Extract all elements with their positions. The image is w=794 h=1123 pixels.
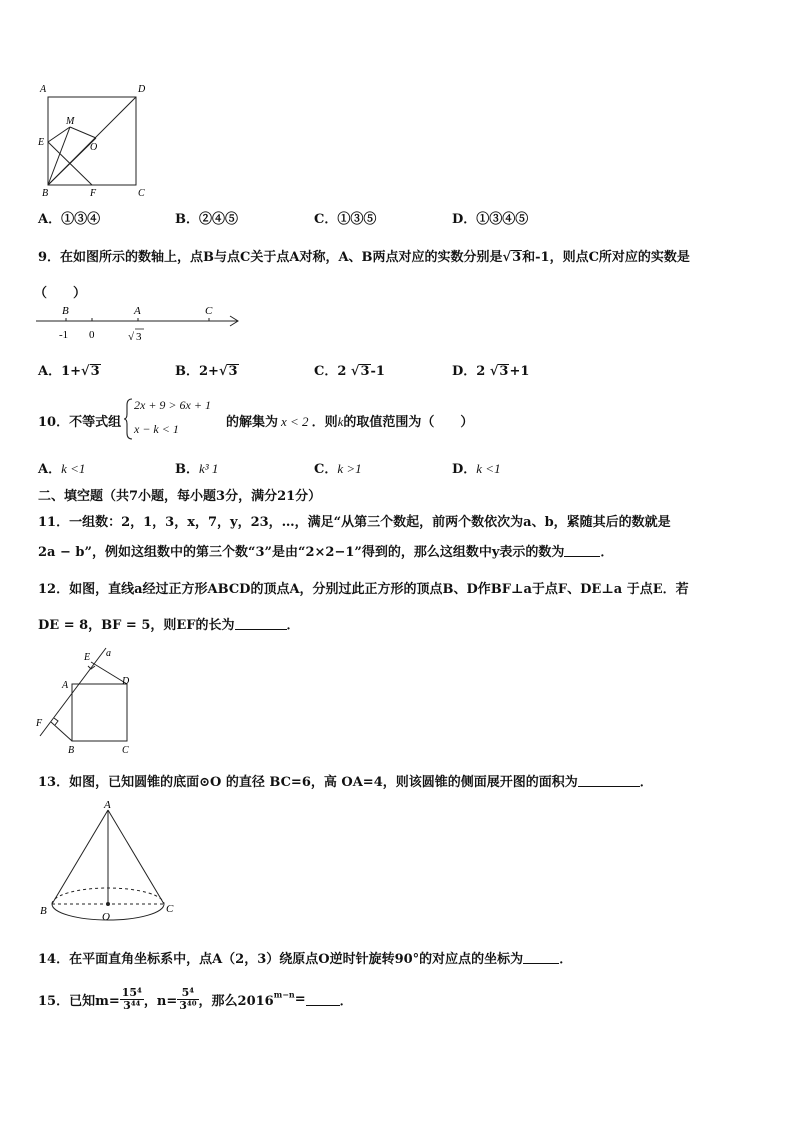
fig12-label-a: a [106, 648, 111, 659]
fig12-label-A: A [62, 680, 69, 691]
fig13-label-O: O [102, 911, 110, 923]
q15-answer-blank[interactable] [306, 993, 340, 1006]
q9-sqrt-value: 3 [512, 250, 522, 265]
q10-brace-icon [124, 398, 134, 440]
q10-number: 10．不等式组 [38, 415, 122, 430]
figure-q12-square [34, 642, 144, 758]
fig8-label-B: B [42, 188, 49, 198]
q14-answer-blank[interactable] [523, 951, 559, 964]
figure-q13-cone [34, 796, 184, 926]
axis-tick-sqrt-symbol: √ [128, 331, 135, 343]
q8-option-d: D．①③④⑤ [452, 212, 529, 227]
section-heading-fill-in: 二、填空题（共7小题，每小题3分，满分21分） [38, 489, 322, 504]
fig8-label-E: E [38, 137, 45, 148]
q8-option-b: B．②④⑤ [175, 212, 238, 227]
q15-fraction-m: $\frac{\text{15⁴}}{\text{3⁴⁴}}$ [121, 986, 142, 1012]
q11-line2: 2a − b”，例如这组数中的第三个数“3”是由“2×2−1”得到的，那么这组数中y表示的数为 ． [38, 545, 614, 560]
axis-tick-sqrt3: 3 [136, 331, 142, 343]
q10-option-c: C．k >1 [314, 461, 362, 477]
q10-stem: 的解集为 x < 2 ．则k的取值范围为（ ） [226, 414, 474, 430]
axis-label-A: A [134, 305, 141, 317]
q12-line2: DE = 8，BF = 5，则EF的长为 ． [38, 618, 300, 633]
axis-label-B: B [62, 305, 69, 317]
fig12-label-B: B [68, 745, 75, 756]
q10-system-line1: 2x + 9 > 6x + 1 [134, 398, 211, 412]
fig13-label-C: C [166, 903, 174, 915]
axis-label-C: C [205, 305, 213, 317]
q9-option-b: B．2+√3 [175, 364, 238, 379]
q9-text-a: 9．在如图所示的数轴上，点B与点C关于点A对称，A、B两点对应的实数分别是 [38, 250, 503, 265]
fig8-label-D: D [138, 84, 146, 95]
q9-option-c: C．2 √3-1 [314, 364, 385, 379]
q10-option-a: A．k <1 [38, 461, 86, 477]
fig12-label-C: C [122, 745, 129, 756]
q13-stem: 13．如图，已知圆锥的底面⊙O 的直径 BC=6，高 OA=4，则该圆锥的侧面展开图的面积为 ． [38, 775, 653, 790]
q14-stem: 14．在平面直角坐标系中，点A（2，3）绕原点O逆时针旋转90°的对应点的坐标为 ． [38, 952, 573, 967]
fig8-label-C: C [138, 188, 145, 198]
q9-option-d: D．2 √3+1 [452, 364, 530, 379]
fig12-label-E: E [84, 652, 91, 663]
q8-option-a: A．①③④ [38, 212, 101, 227]
fig13-label-A: A [104, 799, 111, 811]
q9-text-b: 和-1，则点C所对应的实数是 [522, 250, 690, 265]
q10-option-b: B．k³ 1 [175, 461, 219, 477]
q10-option-d: D．k <1 [452, 461, 501, 477]
q15-stem: 15．已知m= $\frac{\text{15⁴}}{\text{3⁴⁴}}$ ，n= $\frac{\text{5⁴}}{\text{3⁴⁰}}$ ，那么$2016^{m-n}=$ ． [38, 986, 353, 1012]
q9-stem [38, 246, 690, 265]
fig8-label-F: F [90, 188, 97, 198]
figure-q8-square [34, 80, 154, 198]
q12-answer-blank[interactable] [235, 617, 287, 630]
q9-sqrt-symbol: √ [502, 250, 512, 265]
q13-answer-blank[interactable] [578, 774, 640, 787]
fig8-label-M: M [66, 116, 75, 127]
q10-system-line2: x − k < 1 [134, 422, 179, 436]
fig12-label-D: D [122, 676, 130, 687]
fig8-label-A: A [40, 84, 47, 95]
q12-line1: 12．如图，直线a经过正方形ABCD的顶点A，分别过此正方形的顶点B、D作BF⊥a于点F、DE⊥a 于点E．若 [38, 582, 689, 597]
axis-tick-zero: 0 [89, 329, 95, 341]
axis-tick-neg1: -1 [59, 329, 69, 341]
q15-fraction-n: $\frac{\text{5⁴}}{\text{3⁴⁰}}$ [179, 986, 197, 1012]
q9-paren: （ ） [34, 286, 87, 301]
q11-answer-blank[interactable] [564, 544, 600, 557]
q11-line1: 11．一组数：2，1，3，x，7，y，23，…，满足“从第三个数起，前两个数依次为a、b，紧随其后的数就是 [38, 515, 671, 530]
q9-option-a: A．1+√3 [38, 364, 100, 379]
fig13-label-B: B [40, 905, 47, 917]
fig12-label-F: F [36, 718, 43, 729]
q8-option-c: C．①③⑤ [314, 212, 377, 227]
figure-q9-number-line [34, 300, 244, 346]
fig8-label-O: O [90, 142, 98, 153]
